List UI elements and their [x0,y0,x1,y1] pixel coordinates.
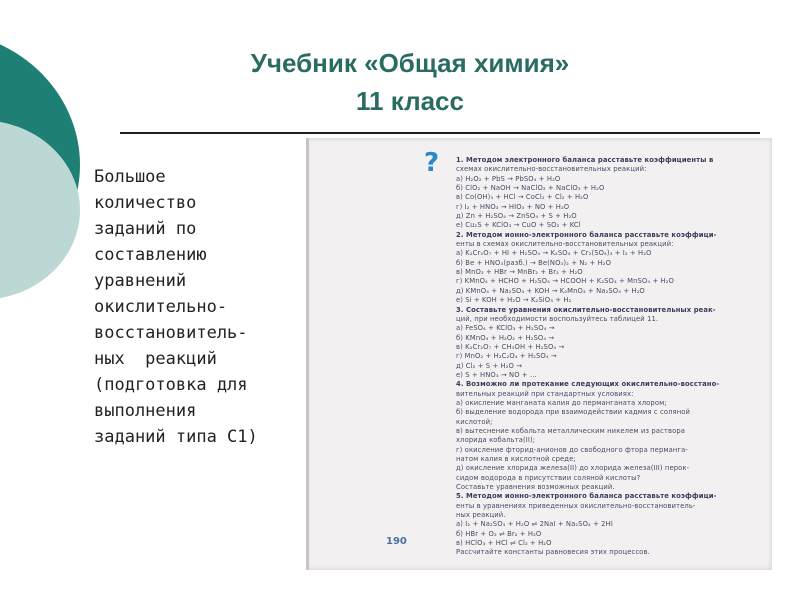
textbook-line: хлорида кобальта(II); [456,436,536,445]
textbook-line: г) KMnO₄ + HCHO + H₂SO₄ → HCOOH + K₂SO₄ + MnSO₄ + H₂O [456,277,675,286]
textbook-line: е) Cu₂S + KClO₃ → CuO + SO₂ + KCl [456,221,581,230]
title-divider [120,132,760,134]
textbook-text [456,156,766,558]
textbook-line: Рассчитайте константы равновесия этих процессов. [456,548,650,557]
textbook-line: в) K₂Cr₂O₇ + CH₃OH + H₂SO₄ → [456,342,565,351]
slide-title-line-1: Учебник «Общая химия» [250,48,570,78]
bullet-line: окислительно- [94,297,228,317]
textbook-line: г) MnO₂ + H₂C₂O₄ + H₂SO₄ → [456,352,557,361]
textbook-line: б) Be + HNO₃(разб.) → Be(NO₃)₂ + N₂ + H₂O [456,258,612,267]
bullet-line: (подготовка для [94,375,248,395]
textbook-line: д) KMnO₄ + Na₂SO₃ + KOH → K₂MnO₄ + Na₂SO₄ + H₂O [456,286,645,295]
slide-title [150,44,670,120]
textbook-line: кислотой; [456,417,493,426]
textbook-line: а) K₂Cr₂O₇ + HI + H₂SO₄ → K₂SO₄ + Cr₂(SO₄)₃ + I₂ + H₂O [456,249,652,258]
bullet-line: восстановитель- [94,323,248,343]
textbook-page-image [306,138,772,570]
textbook-line: 1. Методом электронного баланса расставьте коэффициенты в [456,156,714,164]
bullet-line: количество [94,193,197,213]
textbook-line: 4. Возможно ли протекание следующих окислительно-восстано- [456,380,720,389]
textbook-line: б) выделение водорода при взаимодействии кадмия с соляной [456,408,691,417]
bullet-line: ных реакций [94,349,217,369]
question-mark-icon: ? [424,148,440,178]
bullet-text-block [94,164,324,450]
textbook-line: ных реакций. [456,511,506,520]
textbook-line: натом калия в кислотной среде; [456,455,576,463]
page-edge [306,138,309,570]
bullet-line: составлению [94,245,207,265]
textbook-line: енты в схемах окислительно-восстановительных реакций: [456,240,674,249]
textbook-line: 2. Методом ионно-электронного баланса расставьте коэффици- [456,230,717,239]
page-number: 190 [386,536,407,547]
textbook-line: а) окисление манганата калия до перманганата хлором; [456,398,667,407]
textbook-line: ций, при необходимости воспользуйтесь таблицей 11. [456,314,659,323]
textbook-line: б) ClO₂ + NaOH → NaClO₂ + NaClO₃ + H₂O [456,184,605,193]
textbook-line: д) Cl₂ + S + H₂O → [456,361,523,370]
textbook-line: е) S + HNO₃ → NO + ... [456,370,537,379]
textbook-line: г) I₂ + HNO₃ → HIO₃ + NO + H₂O [456,202,570,211]
bullet-line: Большое [94,167,166,187]
textbook-line: б) HBr + O₂ ⇌ Br₂ + H₂O [456,529,542,538]
textbook-line: сидом водорода в присутствии соляной кислоты? [456,473,641,482]
textbook-line: г) окисление фторид-анионов до свободного фтора перманга- [456,445,688,454]
textbook-line: д) Zn + H₂SO₄ → ZnSO₄ + S + H₂O [456,212,577,221]
textbook-line: д) окисление хлорида железа(II) до хлорида железа(III) перок- [456,464,690,473]
textbook-line: в) MnO₂ + HBr → MnBr₂ + Br₂ + H₂O [456,268,583,277]
slide-title-line-2: 11 класс [356,86,464,116]
textbook-line: б) KMnO₄ + H₂O₂ + H₂SO₄ → [456,333,555,342]
textbook-line: е) Si + KOH + H₂O → K₂SiO₃ + H₂ [456,296,572,305]
bullet-line: выполнения [94,401,197,421]
textbook-line: а) I₂ + Na₂SO₃ + H₂O ⇌ 2NaI + Na₂SO₄ + 2HI [456,520,613,529]
textbook-line: а) FeSO₄ + KClO₃ + H₂SO₄ → [456,324,555,333]
textbook-line: в) Co(OH)₃ + HCl → CoCl₂ + Cl₂ + H₂O [456,193,589,202]
bullet-line: уравнений [94,271,187,291]
textbook-line: в) HClO₃ + HCl ⇌ Cl₂ + H₂O [456,539,552,548]
bullet-line: заданий по [94,219,197,239]
textbook-line: енты в уравнениях приведенных окислительно-восстановитель- [456,501,696,510]
textbook-line: 5. Методом ионно-электронного баланса расставьте коэффици- [456,492,717,501]
textbook-line: 3. Составьте уравнения окислительно-восстановительных реак- [456,305,716,314]
textbook-line: в) вытеснение кобальта металлическим никелем из раствора [456,426,686,435]
textbook-line: схемах окислительно-восстановительных реакций: [456,165,647,174]
textbook-line: Составьте уравнения возможных реакций. [456,483,615,492]
textbook-line: вительных реакций при стандартных условиях: [456,389,634,398]
textbook-line: а) H₂O₂ + PbS → PbSO₄ + H₂O [456,174,561,183]
bullet-line: заданий типа С1) [94,427,258,447]
